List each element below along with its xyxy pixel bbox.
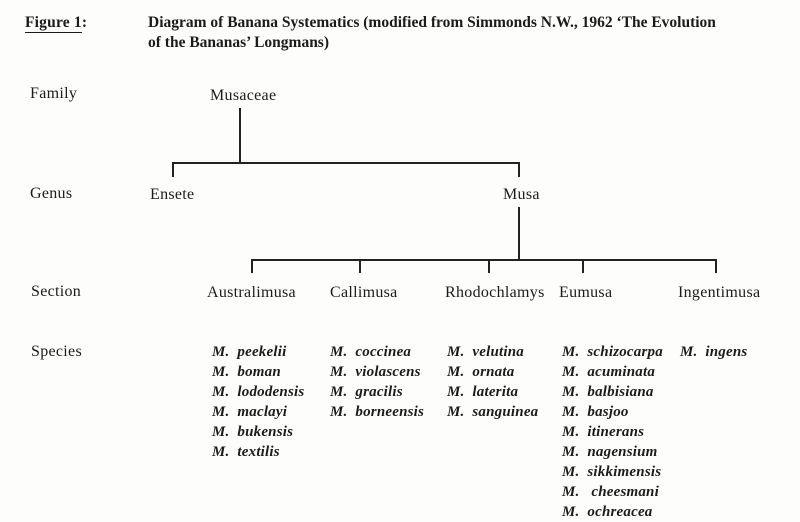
- connector-section-tick-callimusa: [359, 259, 361, 273]
- species-name: M. sikkimensis: [562, 464, 662, 480]
- connector-section-tick-ingentimusa: [715, 259, 717, 273]
- species-name: M. laterita: [447, 384, 519, 400]
- species-name: M. boman: [212, 364, 281, 380]
- species-name: M. violascens: [330, 364, 421, 380]
- species-column-eumusa: [562, 342, 663, 522]
- species-name: M. cheesmani: [562, 484, 659, 500]
- species-name: M. coccinea: [330, 344, 412, 360]
- species-column-rhodochlamys: [447, 342, 538, 422]
- taxon-genus-musa: Musa: [503, 186, 540, 203]
- connector-genus-tick-musa: [518, 162, 520, 177]
- connector-genus-tick-ensete: [172, 162, 174, 177]
- species-name: M. acuminata: [562, 364, 656, 380]
- taxon-section-eumusa: Eumusa: [559, 284, 613, 301]
- species-column-australimusa: [212, 342, 304, 462]
- species-name: M. basjoo: [562, 404, 629, 420]
- taxon-section-rhodochlamys: Rhodochlamys: [445, 284, 545, 301]
- species-name: M. sanguinea: [447, 404, 539, 420]
- species-name: M. maclayi: [212, 404, 288, 420]
- species-column-ingentimusa: [680, 342, 747, 362]
- rank-label-species: Species: [31, 343, 82, 360]
- taxon-section-callimusa: Callimusa: [330, 284, 398, 301]
- figure-label: Figure 1: [25, 14, 82, 31]
- taxon-section-australimusa: Australimusa: [207, 284, 296, 301]
- taxon-family-musaceae: Musaceae: [210, 87, 277, 104]
- species-name: M. schizocarpa: [562, 344, 663, 360]
- connector-genus-bar: [172, 162, 520, 164]
- caption-line-2: of the Bananas’ Longmans): [148, 34, 330, 51]
- species-name: M. gracilis: [330, 384, 403, 400]
- species-name: M. lododensis: [212, 384, 305, 400]
- species-name: M. ornata: [447, 364, 515, 380]
- taxon-genus-ensete: Ensete: [150, 186, 195, 203]
- figure-header: [25, 14, 87, 32]
- caption-line-1: Diagram of Banana Systematics (modified from Simmonds N.W., 1962 ‘The Evolution: [148, 14, 716, 31]
- rank-label-family: Family: [30, 85, 78, 102]
- rank-label-genus: Genus: [30, 185, 73, 202]
- connector-section-tick-australimusa: [251, 259, 253, 273]
- species-name: M. borneensis: [330, 404, 425, 420]
- species-name: M. bukensis: [212, 424, 294, 440]
- connector-section-tick-rhodochlamys: [488, 259, 490, 273]
- species-name: M. balbisiana: [562, 384, 654, 400]
- connector-section-tick-eumusa: [582, 259, 584, 273]
- taxon-section-ingentimusa: Ingentimusa: [678, 284, 761, 301]
- connector-family-stem: [239, 108, 241, 163]
- species-name: M. itinerans: [562, 424, 645, 440]
- figure-caption: [148, 13, 716, 53]
- species-column-callimusa: [330, 342, 424, 422]
- species-name: M. ingens: [680, 344, 748, 360]
- connector-section-bar: [251, 259, 717, 261]
- species-name: M. ochreacea: [562, 504, 653, 520]
- connector-musa-stem: [518, 207, 520, 261]
- species-name: M. velutina: [447, 344, 524, 360]
- species-name: M. peekelii: [212, 344, 287, 360]
- figure-label-colon: :: [81, 14, 88, 31]
- species-name: M. textilis: [212, 444, 280, 460]
- rank-label-section: Section: [31, 283, 82, 300]
- species-name: M. nagensium: [562, 444, 658, 460]
